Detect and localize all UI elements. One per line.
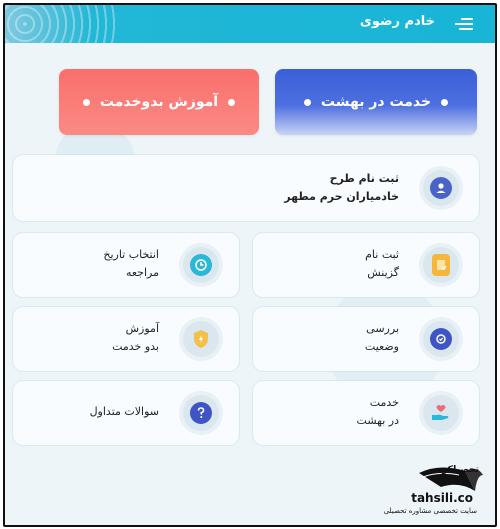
dot-icon bbox=[228, 99, 235, 106]
dot-icon bbox=[83, 99, 90, 106]
dot-icon bbox=[304, 99, 311, 106]
icon-circle bbox=[423, 321, 459, 357]
card-label-line1: ثبت نام bbox=[365, 248, 399, 261]
watermark-logo bbox=[379, 461, 487, 523]
watermark-slogan: سایت تخصصی مشاوره تحصیلی bbox=[383, 507, 477, 515]
card-label bbox=[112, 320, 159, 356]
card-label-line2: خادمیاران حرم مطهر bbox=[284, 190, 399, 203]
card-label-line1: بررسی bbox=[366, 322, 399, 335]
user-circle-icon bbox=[430, 177, 452, 199]
shield-icon bbox=[190, 328, 212, 350]
document-icon bbox=[432, 254, 450, 276]
card-label-line1: سوالات متداول bbox=[89, 405, 159, 418]
watermark-brand: تحصیلکو bbox=[442, 465, 479, 475]
card-label-line1: آموزش bbox=[125, 322, 159, 335]
card-label bbox=[90, 403, 159, 421]
card-label-line1: ثبت نام طرح bbox=[329, 172, 399, 185]
card-selection-registration[interactable] bbox=[253, 233, 479, 297]
dot-icon bbox=[441, 99, 448, 106]
app-frame bbox=[3, 3, 497, 527]
card-choose-visit-date[interactable] bbox=[13, 233, 239, 297]
card-label-line2: وضعیت bbox=[364, 340, 399, 353]
icon-circle bbox=[183, 247, 219, 283]
promo-label: آموزش بدوخدمت bbox=[99, 94, 219, 110]
status-check-icon bbox=[430, 328, 452, 350]
icon-circle bbox=[423, 247, 459, 283]
card-label-line1: خدمت bbox=[369, 396, 399, 409]
card-faq[interactable] bbox=[13, 381, 239, 445]
icon-circle bbox=[423, 170, 459, 206]
card-label-line2: بدو خدمت bbox=[112, 340, 159, 353]
hamburger-menu-icon[interactable] bbox=[455, 16, 473, 32]
icon-circle bbox=[183, 395, 219, 431]
promo-initial-training-button[interactable] bbox=[59, 69, 259, 135]
card-label-line1: انتخاب تاریخ bbox=[103, 248, 159, 261]
card-label bbox=[365, 246, 399, 282]
clock-icon bbox=[190, 254, 212, 276]
icon-circle bbox=[183, 321, 219, 357]
service-hand-icon bbox=[430, 402, 452, 424]
card-label-line2: گزینش bbox=[367, 266, 399, 279]
card-label bbox=[365, 320, 399, 356]
watermark-site: tahsili.co bbox=[411, 491, 473, 505]
question-icon bbox=[190, 402, 212, 424]
icon-circle bbox=[423, 395, 459, 431]
card-initial-training[interactable] bbox=[13, 307, 239, 371]
promo-service-in-paradise-button[interactable] bbox=[275, 69, 477, 135]
card-status-check[interactable] bbox=[253, 307, 479, 371]
card-label bbox=[357, 394, 399, 430]
card-label-line2: مراجعه bbox=[125, 266, 159, 279]
card-label-line2: در بهشت bbox=[356, 414, 399, 427]
top-app-bar bbox=[5, 5, 495, 43]
card-service-in-paradise[interactable] bbox=[253, 381, 479, 445]
card-registration[interactable] bbox=[13, 155, 479, 221]
promo-label: خدمت در بهشت bbox=[320, 94, 432, 110]
card-label bbox=[103, 246, 159, 282]
header-pattern bbox=[5, 5, 115, 43]
main-content bbox=[5, 43, 495, 525]
card-label bbox=[284, 170, 399, 206]
app-title: خادم رضوی bbox=[359, 14, 435, 29]
